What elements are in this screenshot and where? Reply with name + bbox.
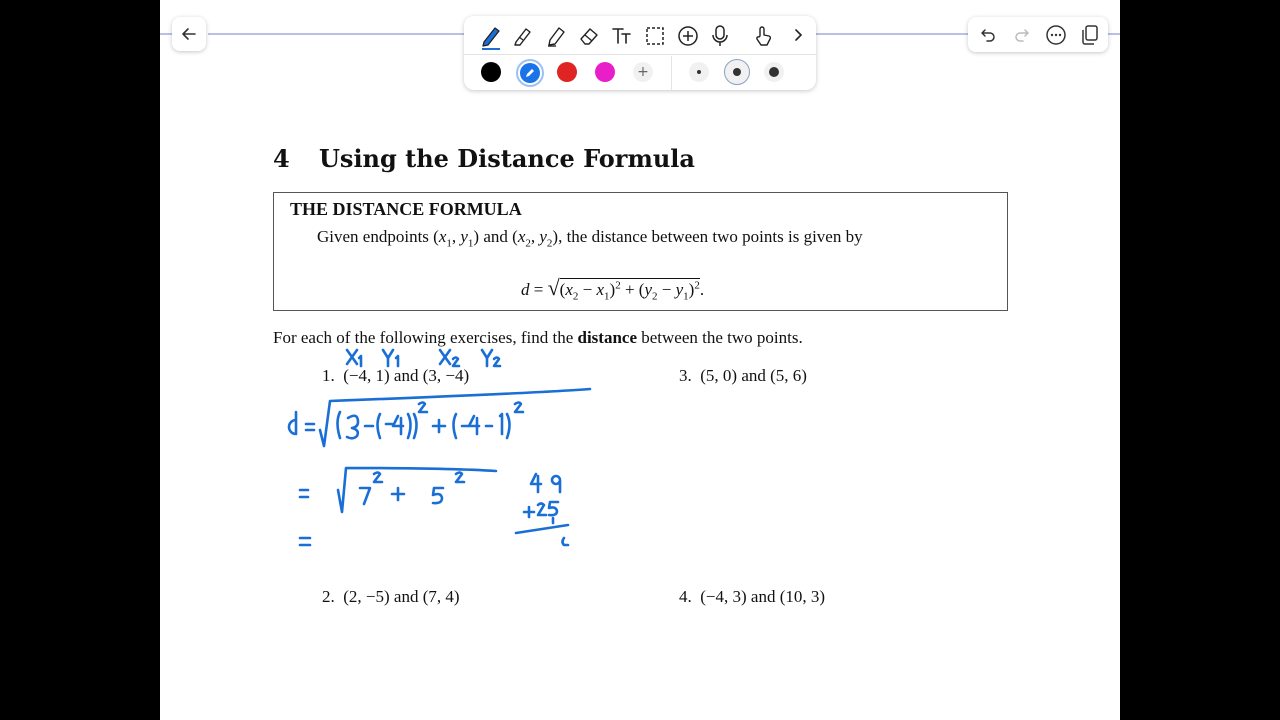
exercise-text: (5, 0) and (5, 6) [700, 366, 807, 385]
box-text-suffix: , the distance between two points is given by [558, 227, 863, 246]
instruction-prefix: For each of the following exercises, find the [273, 328, 574, 347]
document-canvas[interactable] [160, 0, 1120, 720]
exercise-text: (−4, 3) and (10, 3) [700, 587, 826, 606]
section-title: Using the Distance Formula [319, 144, 695, 173]
instruction-bold: distance [577, 328, 637, 347]
exercise-number: 1. [322, 366, 335, 385]
section-number: 4 [273, 144, 290, 173]
distance-formula: $d = √(x_2 - x_1)^2 + (y_2 - y_1)^2$. [521, 275, 705, 303]
label-x1 [347, 350, 361, 366]
box-text-and: and [483, 227, 508, 246]
box-text: Given endpoints ($x_1$, $y_1$) and ($x_2$, $y_2$), the distance between two points is given by [317, 227, 863, 250]
label-y1 [383, 350, 398, 366]
exercise-number: 3. [679, 366, 692, 385]
handwriting-layer [160, 0, 1120, 720]
exercise-text: (−4, 1) and (3, −4) [343, 366, 470, 385]
add-color-label: + [637, 64, 649, 80]
handwritten-line-3 [300, 538, 310, 545]
side-calculation [516, 474, 568, 545]
label-x2 [440, 350, 459, 366]
exercise-number: 4. [679, 587, 692, 606]
instruction-suffix: between the two points. [641, 328, 803, 347]
handwritten-line-2 [300, 468, 496, 512]
box-text-prefix: Given endpoints [317, 227, 429, 246]
box-title: THE DISTANCE FORMULA [290, 199, 522, 219]
exercise-text: (2, −5) and (7, 4) [343, 587, 460, 606]
handwritten-line-1 [289, 389, 590, 446]
exercise-number: 2. [322, 587, 335, 606]
label-y2 [482, 350, 500, 366]
